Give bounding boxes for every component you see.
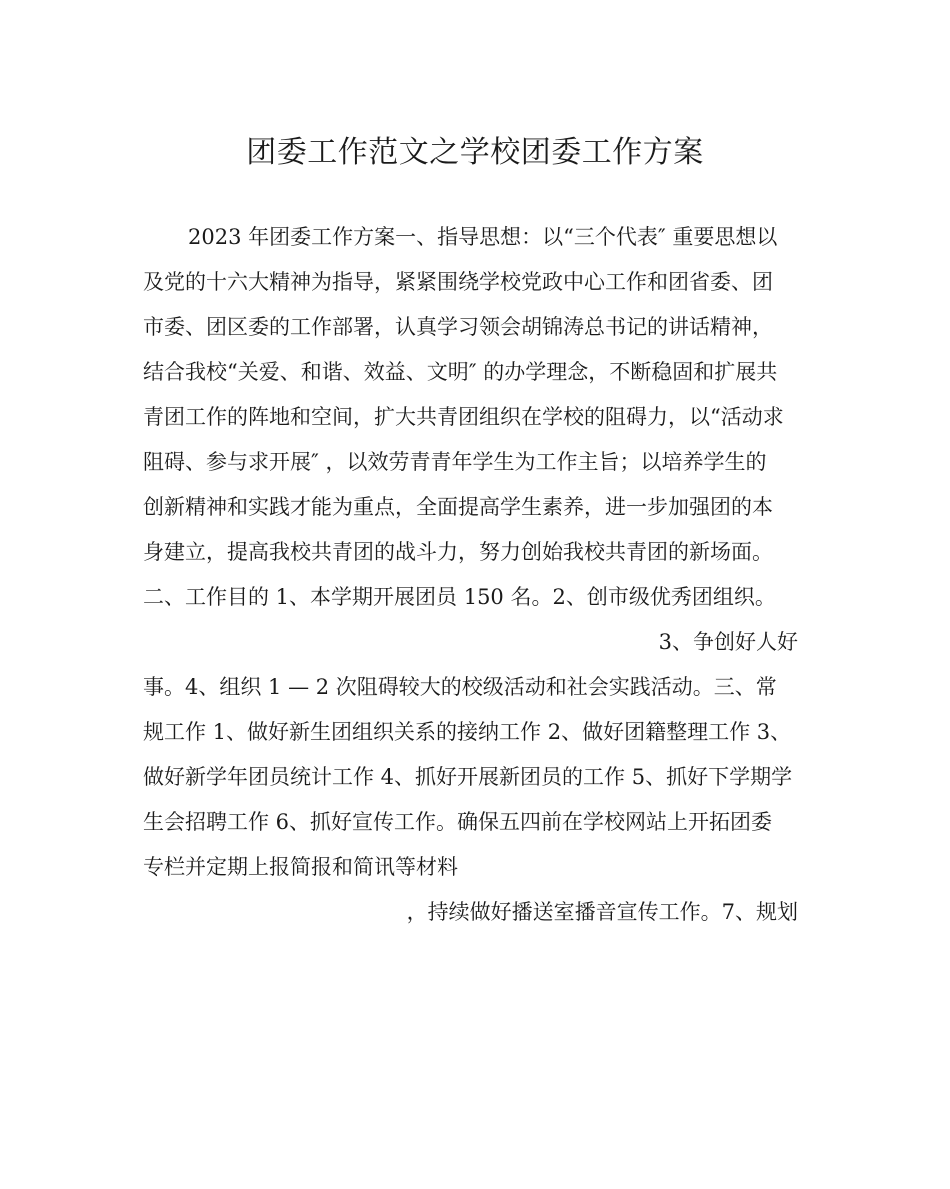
body-line-2: 及党的十六大精神为指导，紧紧围绕学校党政中心工作和团省委、团: [143, 270, 773, 294]
body-line-9: 二、工作目的 1、本学期开展团员 150 名。2、创市级优秀团组织。: [143, 585, 776, 609]
body-line-11: 事。4、组织 1 — 2 次阻碍较大的校级活动和社会实践活动。三、常: [143, 675, 777, 699]
body-line-15: 专栏并定期上报简报和简讯等材料: [143, 855, 458, 879]
body-line-1: 2023 年团委工作方案一、指导思想：以“三个代表″ 重要思想以: [188, 225, 778, 249]
body-line-3: 市委、团区委的工作部署，认真学习领会胡锦涛总书记的讲话精神，: [143, 315, 773, 339]
body-line-10: 3、争创好人好: [658, 630, 798, 654]
body-line-8: 身建立，提高我校共青团的战斗力，努力创始我校共青团的新场面。: [143, 540, 773, 564]
body-line-13: 做好新学年团员统计工作 4、抓好开展新团员的工作 5、抓好下学期学: [143, 765, 793, 789]
document-title: 团委工作范文之学校团委工作方案: [246, 135, 704, 170]
body-line-16: ，持续做好播送室播音宣传工作。7、规划: [406, 900, 798, 924]
body-line-5: 青团工作的阵地和空间，扩大共青团组织在学校的阻碍力，以“活动求: [143, 405, 784, 429]
body-line-7: 创新精神和实践才能为重点，全面提高学生素养，进一步加强团的本: [143, 495, 773, 519]
body-line-14: 生会招聘工作 6、抓好宣传工作。确保五四前在学校网站上开拓团委: [143, 810, 773, 834]
body-line-6: 阻碍、参与求开展″ ，以效劳青青年学生为工作主旨；以培养学生的: [143, 450, 767, 474]
body-line-4: 结合我校“关爱、和谐、效益、文明″ 的办学理念，不断稳固和扩展共: [143, 360, 778, 384]
body-line-12: 规工作 1、做好新生团组织关系的接纳工作 2、做好团籍整理工作 3、: [143, 720, 792, 744]
